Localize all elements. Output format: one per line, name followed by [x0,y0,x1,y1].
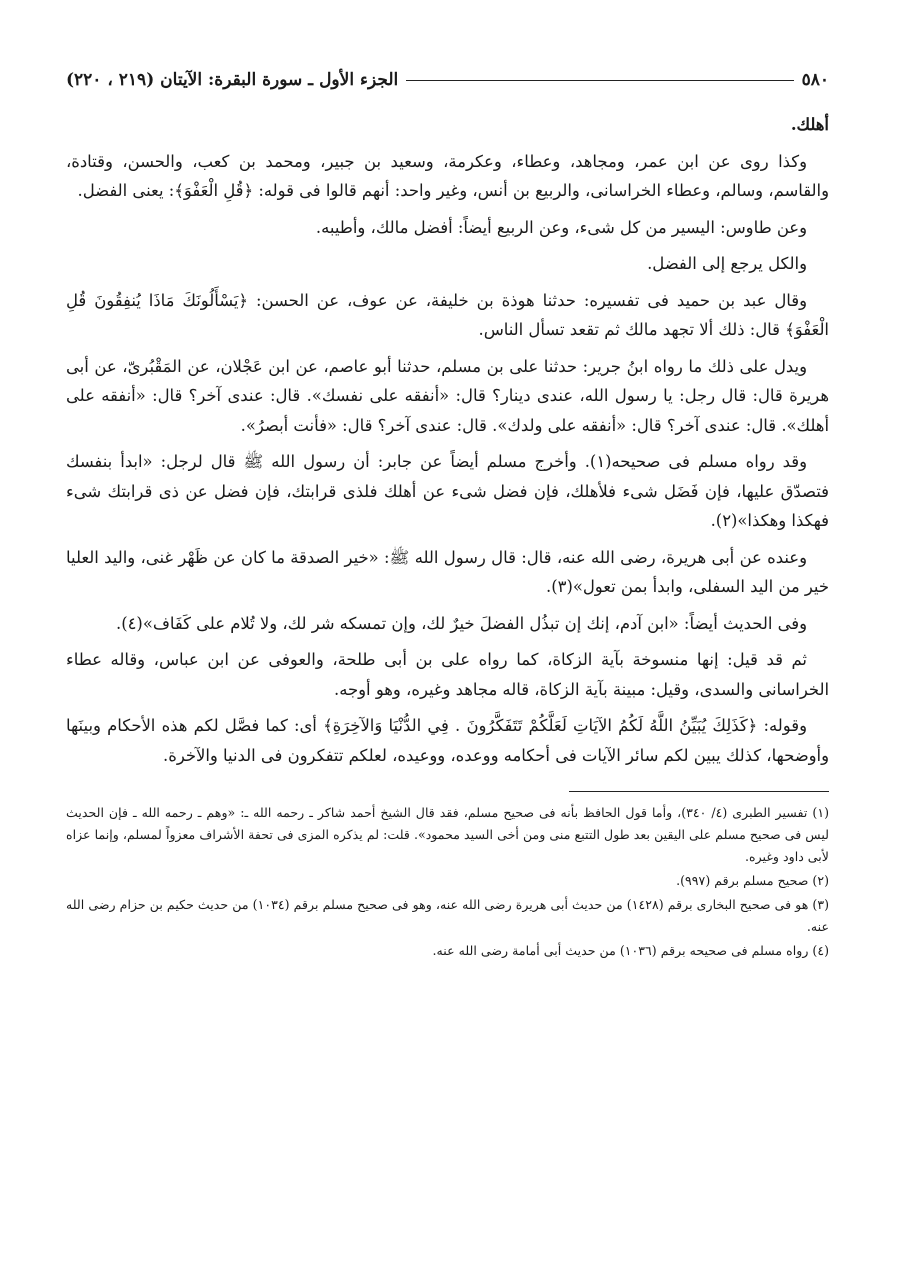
paragraph: والكل يرجع إلى الفضل. [647,254,807,273]
footnote: (٣) هو فى صحيح البخارى برقم (١٤٢٨) من حديث أبى هريرة رضى الله عنه، وهو فى صحيح مسلم برقم (١٠٣٤) من حديث حكيم بن حزام رضى الله عنه. [66,897,830,934]
footnote: (١) تفسير الطبرى (٤/ ٣٤٠)، وأما قول الحافظ بأنه فى صحيح مسلم، فقد قال الشيخ أحمد شاكر ـ رحمه الله ـ: «وهم ـ رحمه الله ـ فإن الحديث ليس فى صحيح مسلم على اليقين بعد طول التتبع منى ومن أخى السيد محمود». قلت: لم يذكره المزى فى تحفة الأشراف معزواً لمسلم، وإنما عزاه لأبى داود وغيره. [66,805,830,864]
paragraph: وعنده عن أبى هريرة، رضى الله عنه، قال: قال رسول الله ﷺ: «خير الصدقة ما كان عن ظَهْر غنى، واليد العليا خير من اليد السفلى، وابدأ بمن تعول»(٣). [66,547,829,596]
footnote-separator [569,791,829,792]
paragraph: ثم قد قيل: إنها منسوخة بآية الزكاة، كما رواه على بن أبى طلحة، والعوفى عن ابن عباس، وقاله عطاء الخراسانى والسدى، وقيل: مبينة بآية الزكاة، قاله مجاهد وغيره، وهو أوجه. [66,650,829,699]
footnotes [66,802,829,962]
paragraph: أهلك. [790,115,829,134]
running-header [66,62,829,98]
paragraph: وقال عبد بن حميد فى تفسيره: حدثنا هوذة بن خليفة، عن عوف، عن الحسن: ﴿يَسْأَلُونَكَ مَاذَا يُنفِقُونَ قُلِ الْعَفْوَ﴾ قال: ذلك ألا تجهد مالك ثم تقعد تسأل الناس. [66,290,829,339]
main-text [66,110,829,770]
paragraph: وعن طاوس: اليسير من كل شىء، وعن الربيع أيضاً: أفضل مالك، وأطيبه. [315,217,807,237]
footnote: (٢) صحيح مسلم برقم (٩٩٧). [676,873,829,888]
header-rule [406,80,793,81]
paragraph: وكذا روى عن ابن عمر، ومجاهد، وعطاء، وعكرمة، وسعيد بن جبير، ومحمد بن كعب، والحسن، وقتادة، والقاسم، وسالم، وعطاء الخراسانى، والربيع بن أنس، وغير واحد: أنهم قالوا فى قوله: ﴿قُلِ الْعَفْوَ﴾: يعنى الفضل. [66,151,829,200]
paragraph: وفى الحديث أيضاً: «ابن آدم، إنك إن تبذُل الفضلَ خيرٌ لك، وإن تمسكه شر لك، ولا تُلام على كَفَاف»(٤). [116,613,807,633]
page-number: ٥٨٠ [801,70,829,90]
paragraph: وقوله: ﴿كَذَلِكَ يُبَيِّنُ اللَّهُ لَكُمُ الآيَاتِ لَعَلَّكُمْ تَتَفَكَّرُونَ . فِي الدُّنْيَا وَالآخِرَةِ﴾ أى: كما فصَّل لكم هذه الأحكام وبينَها وأوضحها، كذلك يبين لكم سائر الآيات فى أحكامه ووعده، ووعيده، لعلكم تتفكرون فى الدنيا والآخرة. [66,716,829,765]
paragraph: ويدل على ذلك ما رواه ابنُ جرير: حدثنا على بن مسلم، حدثنا أبو عاصم، عن ابن عَجْلان، عن المَقْبُرىّ، عن أبى هريرة قال: قال رجل: يا رسول الله، عندى دينار؟ قال: «أنفقه على نفسك». قال: عندى آخر؟ قال: «أنفقه على أهلك». قال: عندى آخر؟ قال: «أنفقه على ولدك». قال: عندى آخر؟ قال: «فأنت أبصرُ». [66,356,829,435]
running-title: الجزء الأول ـ سورة البقرة: الآيتان (٢١٩ ، ٢٢٠) [66,70,399,90]
footnote: (٤) رواه مسلم فى صحيحه برقم (١٠٣٦) من حديث أبى أمامة رضى الله عنه. [432,943,829,958]
paragraph: وقد رواه مسلم فى صحيحه(١). وأخرج مسلم أيضاً عن جابر: أن رسول الله ﷺ قال لرجل: «ابدأ بنفسك فتصدّق عليها، فإن فَضَل شىء فلأهلك، فإن فضل شىء عن أهلك فلذى قرابتك، فإن فضل عن ذى قرابتك شىء فهكذا وهكذا»(٢). [66,452,829,530]
